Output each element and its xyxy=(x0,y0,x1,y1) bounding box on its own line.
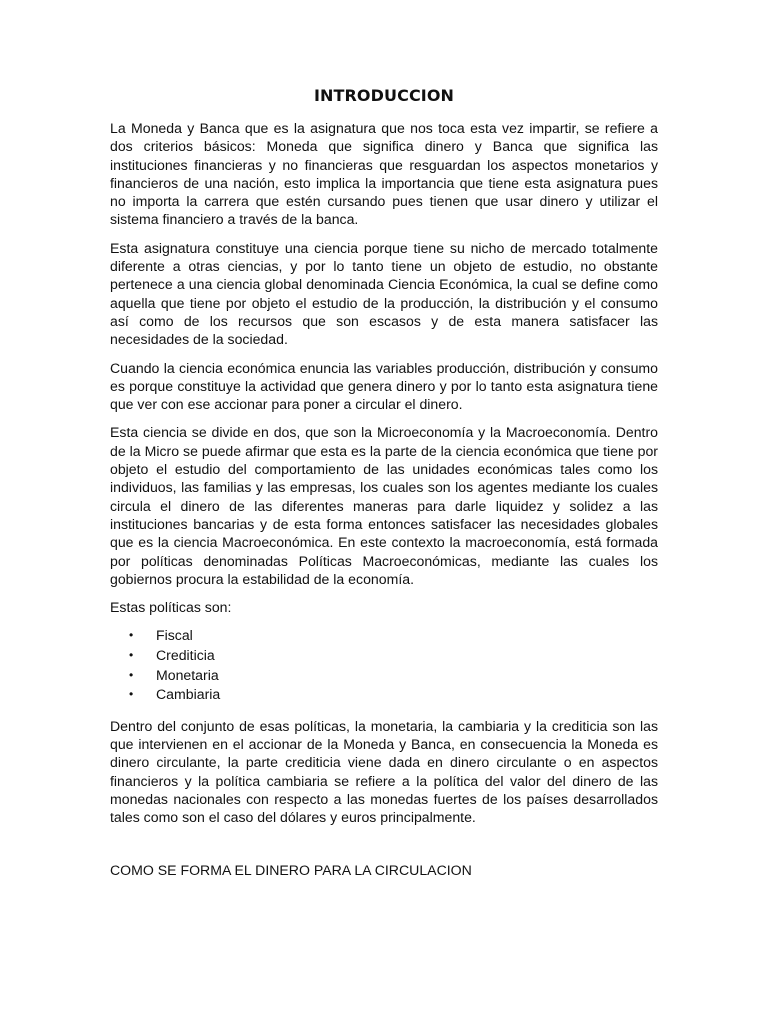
paragraph-2: Esta asignatura constituye una ciencia porque tiene su nicho de mercado totalmente diferente a otras ciencias, y por lo tanto tiene un objeto de estudio, no obstante pertenece a una ciencia global denominada Ciencia Económica, la cual se define como aquella que tiene por objeto el estudio de la producción, la distribución y el consumo así como de los recursos que son escasos y de esta manera satisfacer las necesidades de la sociedad. xyxy=(110,239,658,348)
bullet-icon: • xyxy=(129,628,134,643)
bullet-icon: • xyxy=(129,687,134,702)
paragraph-1: La Moneda y Banca que es la asignatura que nos toca esta vez impartir, se refiere a dos criterios básicos: Moneda que significa dinero y Banca que significa las instituciones financieras y no financieras que resguardan los aspectos monetarios y financieros de una nación, esto implica la importancia que tiene esta asignatura pues no importa la carrera que estén cursando pues tienen que usar dinero y utilizar el sistema financiero a través de la banca. xyxy=(110,120,658,228)
bullet-icon: • xyxy=(129,667,134,682)
list-item-label: Monetaria xyxy=(156,666,219,683)
paragraph-3: Cuando la ciencia económica enuncia las variables producción, distribución y consumo es porque constituye la actividad que genera dinero y por lo tanto esta asignatura tiene que ver con ese accionar para poner a circular el dinero. xyxy=(110,359,658,413)
list-intro: Estas políticas son: xyxy=(110,599,232,616)
section-heading: COMO SE FORMA EL DINERO PARA LA CIRCULACION xyxy=(110,861,472,878)
list-item-label: Fiscal xyxy=(156,627,193,644)
closing-paragraph: Dentro del conjunto de esas políticas, la monetaria, la cambiaria y la crediticia son las que intervienen en el accionar de la Moneda y Banca, en consecuencia la Moneda es dinero circulante, la parte crediticia viene dada en dinero circulante o en aspectos financieros y la política cambiaria se refiere a la política del valor del dinero de las monedas nacionales con respecto a las monedas fuertes de los países desarrollados tales como son el caso del dólares y euros principalmente. xyxy=(110,717,658,826)
document-title: INTRODUCCION xyxy=(313,86,455,105)
list-item-label: Crediticia xyxy=(156,647,215,664)
bullet-icon: • xyxy=(129,648,134,663)
paragraph-4: Esta ciencia se divide en dos, que son la Microeconomía y la Macroeconomía. Dentro de la Micro se puede afirmar que esta es la parte de la ciencia económica que tiene por objeto el estudio del comportamiento de las unidades económicas tales como los individuos, las familias y las empresas, los cuales son los agentes mediante los cuales circula el dinero de las diferentes maneras para darle liquidez y solidez a las instituciones bancarias y de esta forma entonces satisfacer las necesidades globales que es la ciencia Macroeconómica. En este contexto la macroeconomía, está formada por políticas denominadas Políticas Macroeconómicas, mediante las cuales los gobiernos procura la estabilidad de la economía. xyxy=(110,424,658,587)
list-item-label: Cambiaria xyxy=(156,686,221,703)
policy-list xyxy=(110,626,658,704)
list-item xyxy=(110,626,658,646)
list-item xyxy=(110,666,658,686)
document-page xyxy=(110,86,658,879)
list-item xyxy=(110,646,658,666)
list-item xyxy=(110,685,658,705)
